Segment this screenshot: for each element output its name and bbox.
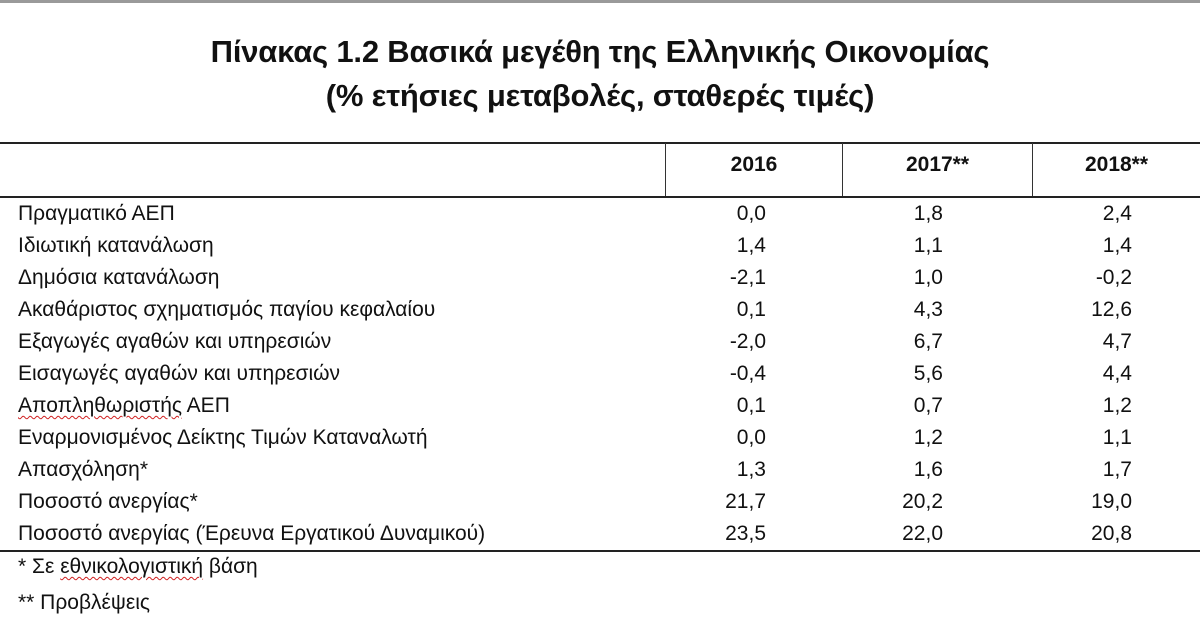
column-header-2017: 2017**: [905, 153, 970, 176]
footnote-1: [18, 552, 258, 582]
value-2017: 5,6: [913, 362, 943, 385]
row-label: Ακαθάριστος σχηματισμός παγίου κεφαλαίου: [18, 298, 436, 321]
value-2018: 1,4: [1102, 234, 1132, 257]
row-label: Πραγματικό ΑΕΠ: [18, 202, 175, 225]
row-label-rest: ΑΕΠ: [182, 394, 230, 417]
table-row: [0, 198, 1200, 230]
value-2018: 1,2: [1102, 394, 1132, 417]
value-2017: 22,0: [902, 522, 943, 545]
value-2016: 0,0: [736, 202, 766, 225]
value-2016: 0,1: [736, 394, 766, 417]
value-2016: 21,7: [725, 490, 766, 513]
row-label: Ποσοστό ανεργίας (Έρευνα Εργατικού Δυναμικού): [18, 522, 486, 545]
table-title: [0, 30, 1200, 118]
top-border: [0, 0, 1200, 3]
column-header-2016: 2016: [730, 153, 778, 176]
title-line-2: (% ετήσιες μεταβολές, σταθερές τιμές): [325, 78, 875, 113]
value-2018: 20,8: [1091, 522, 1132, 545]
value-2016: 23,5: [725, 522, 766, 545]
row-label: Απασχόληση*: [18, 458, 149, 481]
row-label: Εισαγωγές αγαθών και υπηρεσιών: [18, 362, 341, 385]
value-2018: 1,1: [1102, 426, 1132, 449]
value-2018: 4,4: [1102, 362, 1132, 385]
table-row: [0, 486, 1200, 518]
footnote-2: ** Προβλέψεις: [18, 591, 151, 614]
value-2017: 1,2: [913, 426, 943, 449]
value-2018: 12,6: [1091, 298, 1132, 321]
value-2016: -2,1: [729, 266, 766, 289]
row-label: [18, 390, 230, 422]
value-2018: 2,4: [1102, 202, 1132, 225]
value-2017: 1,1: [913, 234, 943, 257]
table-row: [0, 262, 1200, 294]
value-2017: 1,8: [913, 202, 943, 225]
value-2018: 19,0: [1091, 490, 1132, 513]
value-2017: 1,0: [913, 266, 943, 289]
table-row: [0, 294, 1200, 326]
value-2017: 4,3: [913, 298, 943, 321]
value-2016: 0,1: [736, 298, 766, 321]
header-top-rule: [0, 142, 1200, 144]
value-2016: 0,0: [736, 426, 766, 449]
table-row: [0, 422, 1200, 454]
table-row: [0, 454, 1200, 486]
table-row: [0, 518, 1200, 550]
row-label: Εναρμονισμένος Δείκτης Τιμών Καταναλωτή: [18, 426, 428, 449]
table-body: [0, 198, 1200, 550]
footnote-1-prefix: * Σε: [18, 555, 61, 578]
row-label: Δημόσια κατανάλωση: [18, 266, 220, 289]
table-row: [0, 358, 1200, 390]
row-label: Ιδιωτική κατανάλωση: [18, 234, 214, 257]
table-row: [0, 390, 1200, 422]
value-2016: 1,3: [736, 458, 766, 481]
value-2016: 1,4: [736, 234, 766, 257]
footnote-1-suffix: βάση: [203, 555, 258, 578]
row-label: Ποσοστό ανεργίας*: [18, 490, 198, 513]
value-2017: 1,6: [913, 458, 943, 481]
table-row: [0, 230, 1200, 262]
value-2017: 0,7: [913, 394, 943, 417]
spellcheck-marked-word: Αποπληθωριστής: [18, 394, 182, 417]
title-line-1: Πίνακας 1.2 Βασικά μεγέθη της Ελληνικής Οικονομίας: [210, 34, 990, 69]
value-2016: -2,0: [729, 330, 766, 353]
value-2016: -0,4: [729, 362, 766, 385]
column-header-2018: 2018**: [1084, 153, 1149, 176]
value-2018: -0,2: [1095, 266, 1132, 289]
value-2018: 4,7: [1102, 330, 1132, 353]
value-2018: 1,7: [1102, 458, 1132, 481]
value-2017: 6,7: [913, 330, 943, 353]
table-row: [0, 326, 1200, 358]
spellcheck-marked-word: εθνικολογιστική: [60, 555, 204, 578]
row-label: Εξαγωγές αγαθών και υπηρεσιών: [18, 330, 332, 353]
value-2017: 20,2: [902, 490, 943, 513]
